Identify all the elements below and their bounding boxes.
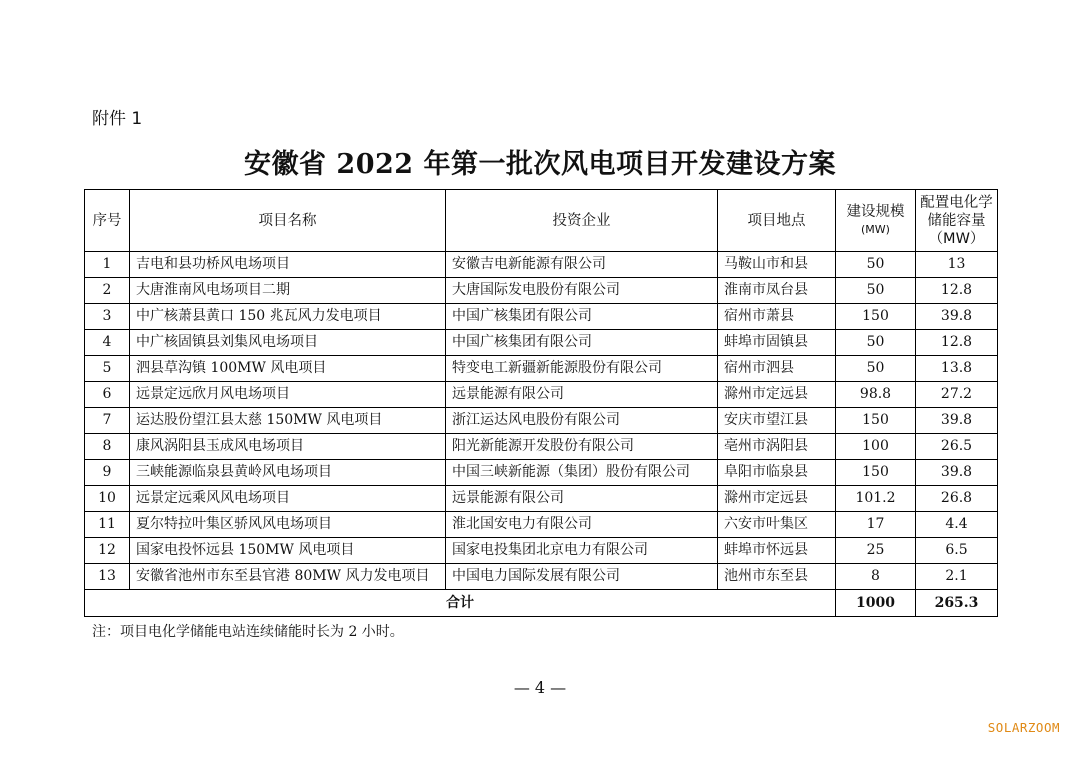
cell-project-name: 安徽省池州市东至县官港 80MW 风力发电项目 bbox=[130, 564, 446, 590]
table-row bbox=[85, 538, 998, 564]
cell-storage: 6.5 bbox=[916, 538, 998, 564]
header-company: 投资企业 bbox=[446, 190, 718, 252]
cell-location: 淮南市凤台县 bbox=[718, 278, 836, 304]
header-project-name: 项目名称 bbox=[130, 190, 446, 252]
header-seq: 序号 bbox=[85, 190, 130, 252]
table-row bbox=[85, 512, 998, 538]
cell-storage: 4.4 bbox=[916, 512, 998, 538]
cell-scale: 50 bbox=[836, 330, 916, 356]
total-label: 合计 bbox=[85, 590, 836, 617]
cell-company: 安徽吉电新能源有限公司 bbox=[446, 252, 718, 278]
cell-location: 宿州市泗县 bbox=[718, 356, 836, 382]
cell-company: 中国广核集团有限公司 bbox=[446, 304, 718, 330]
cell-scale: 50 bbox=[836, 278, 916, 304]
watermark-logo: SOLARZOOM bbox=[987, 720, 1060, 735]
header-location: 项目地点 bbox=[718, 190, 836, 252]
cell-project-name: 康风涡阳县玉成风电场项目 bbox=[130, 434, 446, 460]
cell-seq: 10 bbox=[85, 486, 130, 512]
project-table bbox=[84, 189, 998, 617]
page-number: — 4 — bbox=[513, 678, 567, 697]
cell-scale: 101.2 bbox=[836, 486, 916, 512]
table-header-row bbox=[85, 190, 998, 252]
cell-scale: 17 bbox=[836, 512, 916, 538]
cell-seq: 2 bbox=[85, 278, 130, 304]
cell-location: 阜阳市临泉县 bbox=[718, 460, 836, 486]
cell-company: 特变电工新疆新能源股份有限公司 bbox=[446, 356, 718, 382]
table-row bbox=[85, 486, 998, 512]
cell-project-name: 远景定远欣月风电场项目 bbox=[130, 382, 446, 408]
cell-seq: 13 bbox=[85, 564, 130, 590]
table-row bbox=[85, 434, 998, 460]
cell-location: 蚌埠市怀远县 bbox=[718, 538, 836, 564]
cell-location: 蚌埠市固镇县 bbox=[718, 330, 836, 356]
table-row bbox=[85, 356, 998, 382]
table-row bbox=[85, 460, 998, 486]
cell-scale: 150 bbox=[836, 304, 916, 330]
cell-company: 浙江运达风电股份有限公司 bbox=[446, 408, 718, 434]
cell-company: 中国电力国际发展有限公司 bbox=[446, 564, 718, 590]
cell-location: 滁州市定远县 bbox=[718, 486, 836, 512]
cell-seq: 12 bbox=[85, 538, 130, 564]
cell-scale: 150 bbox=[836, 460, 916, 486]
cell-storage: 2.1 bbox=[916, 564, 998, 590]
cell-scale: 98.8 bbox=[836, 382, 916, 408]
cell-scale: 50 bbox=[836, 356, 916, 382]
cell-scale: 8 bbox=[836, 564, 916, 590]
total-scale: 1000 bbox=[836, 590, 916, 617]
cell-scale: 50 bbox=[836, 252, 916, 278]
header-scale bbox=[836, 190, 916, 252]
cell-storage: 26.8 bbox=[916, 486, 998, 512]
cell-seq: 11 bbox=[85, 512, 130, 538]
cell-scale: 25 bbox=[836, 538, 916, 564]
header-scale-label: 建设规模 bbox=[846, 203, 905, 220]
table-row bbox=[85, 278, 998, 304]
cell-location: 亳州市涡阳县 bbox=[718, 434, 836, 460]
cell-storage: 39.8 bbox=[916, 304, 998, 330]
cell-company: 大唐国际发电股份有限公司 bbox=[446, 278, 718, 304]
cell-project-name: 泗县草沟镇 100MW 风电项目 bbox=[130, 356, 446, 382]
cell-storage: 12.8 bbox=[916, 278, 998, 304]
total-storage: 265.3 bbox=[916, 590, 998, 617]
cell-storage: 27.2 bbox=[916, 382, 998, 408]
cell-seq: 4 bbox=[85, 330, 130, 356]
cell-storage: 26.5 bbox=[916, 434, 998, 460]
cell-project-name: 中广核固镇县刘集风电场项目 bbox=[130, 330, 446, 356]
cell-company: 国家电投集团北京电力有限公司 bbox=[446, 538, 718, 564]
cell-storage: 39.8 bbox=[916, 408, 998, 434]
table-row bbox=[85, 564, 998, 590]
cell-project-name: 夏尔特拉叶集区骄风风电场项目 bbox=[130, 512, 446, 538]
cell-location: 池州市东至县 bbox=[718, 564, 836, 590]
total-row bbox=[85, 590, 998, 617]
cell-project-name: 大唐淮南风电场项目二期 bbox=[130, 278, 446, 304]
cell-location: 马鞍山市和县 bbox=[718, 252, 836, 278]
cell-storage: 13 bbox=[916, 252, 998, 278]
cell-seq: 7 bbox=[85, 408, 130, 434]
cell-seq: 1 bbox=[85, 252, 130, 278]
cell-company: 中国广核集团有限公司 bbox=[446, 330, 718, 356]
header-scale-unit: (MW) bbox=[861, 222, 890, 236]
table-row bbox=[85, 252, 998, 278]
cell-seq: 9 bbox=[85, 460, 130, 486]
cell-seq: 5 bbox=[85, 356, 130, 382]
cell-storage: 13.8 bbox=[916, 356, 998, 382]
table-row bbox=[85, 304, 998, 330]
cell-project-name: 远景定远乘风风电场项目 bbox=[130, 486, 446, 512]
cell-location: 六安市叶集区 bbox=[718, 512, 836, 538]
cell-location: 滁州市定远县 bbox=[718, 382, 836, 408]
attachment-label: 附件 1 bbox=[92, 109, 143, 129]
cell-project-name: 国家电投怀远县 150MW 风电项目 bbox=[130, 538, 446, 564]
footnote: 注：项目电化学储能电站连续储能时长为 2 小时。 bbox=[92, 624, 404, 640]
document-title: 安徽省 2022 年第一批次风电项目开发建设方案 bbox=[244, 149, 836, 180]
cell-seq: 3 bbox=[85, 304, 130, 330]
cell-company: 中国三峡新能源（集团）股份有限公司 bbox=[446, 460, 718, 486]
cell-storage: 12.8 bbox=[916, 330, 998, 356]
table-row bbox=[85, 408, 998, 434]
cell-seq: 8 bbox=[85, 434, 130, 460]
table-row bbox=[85, 382, 998, 408]
cell-company: 远景能源有限公司 bbox=[446, 382, 718, 408]
cell-project-name: 运达股份望江县太慈 150MW 风电项目 bbox=[130, 408, 446, 434]
table-row bbox=[85, 330, 998, 356]
cell-company: 远景能源有限公司 bbox=[446, 486, 718, 512]
cell-project-name: 三峡能源临泉县黄岭风电场项目 bbox=[130, 460, 446, 486]
cell-seq: 6 bbox=[85, 382, 130, 408]
header-storage: 配置电化学储能容量（MW） bbox=[916, 190, 998, 252]
cell-scale: 100 bbox=[836, 434, 916, 460]
cell-company: 阳光新能源开发股份有限公司 bbox=[446, 434, 718, 460]
cell-location: 安庆市望江县 bbox=[718, 408, 836, 434]
cell-storage: 39.8 bbox=[916, 460, 998, 486]
cell-project-name: 中广核萧县黄口 150 兆瓦风力发电项目 bbox=[130, 304, 446, 330]
cell-location: 宿州市萧县 bbox=[718, 304, 836, 330]
cell-company: 淮北国安电力有限公司 bbox=[446, 512, 718, 538]
cell-project-name: 吉电和县功桥风电场项目 bbox=[130, 252, 446, 278]
cell-scale: 150 bbox=[836, 408, 916, 434]
